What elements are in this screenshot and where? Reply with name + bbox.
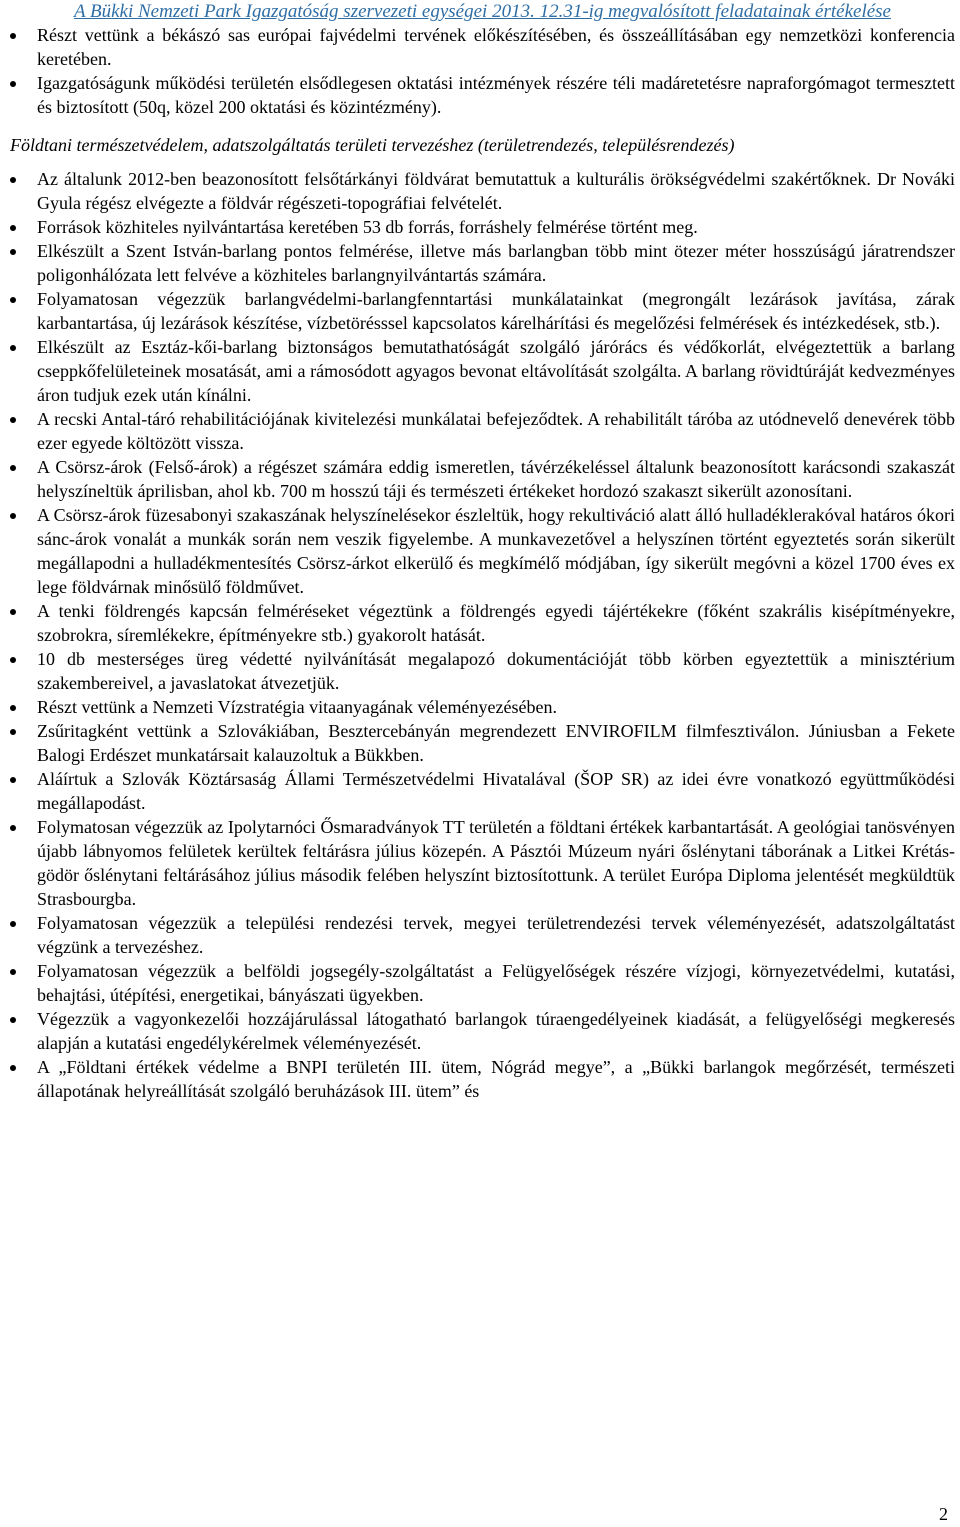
list-item: Az általunk 2012-ben beazonosított felsőtárkányi földvárat bemutattuk a kulturális örökségvédelmi szakértőknek. Dr Nováki Gyula régész elvégezte a földvár régészeti-topográfiai felvételét. (10, 167, 955, 215)
bullet-list-1 (10, 23, 955, 119)
list-item: Végezzük a vagyonkezelői hozzájárulással látogatható barlangok túraengedélyeinek kiadását, a felügyelőségi megkeresés alapján a kutatási engedélykérelmek véleményezését. (10, 1007, 955, 1055)
list-item: A „Földtani értékek védelme a BNPI területén III. ütem, Nógrád megye”, a „Bükki barlangok megőrzését, természeti állapotának helyreállítását szolgáló beruházások III. ütem” és (10, 1055, 955, 1103)
list-item: Aláírtuk a Szlovák Köztársaság Állami Természetvédelmi Hivatalával (ŠOP SR) az idei évre vonatkozó együttműködési megállapodást. (10, 767, 955, 815)
list-item: Folyamatosan végezzük a belföldi jogsegély-szolgáltatást a Felügyelőségek részére vízjogi, környezetvédelmi, kutatási, behajtási, útépítési, energetikai, bányászati ügyekben. (10, 959, 955, 1007)
list-item: Források közhiteles nyilvántartása keretében 53 db forrás, forráshely felmérése történt meg. (10, 215, 955, 239)
list-item: Elkészült az Esztáz-kői-barlang biztonságos bemutathatóságát szolgáló járórács és védőkorlát, elvégeztettük a barlang cseppkőfelületeinek mosatását, ami a rámosódott agyagos bevonat eltávolítását szolgálta. A barlang rövidtúráját kedvezményes áron tudjuk ezek után kínálni. (10, 335, 955, 407)
list-item: Igazgatóságunk működési területén elsődlegesen oktatási intézmények részére téli madáretetésre napraforgómagot termesztett és biztosított (50q, közel 200 oktatási és közintézmény). (10, 71, 955, 119)
bullet-list-2 (10, 167, 955, 1103)
list-item: Folyamatosan végezzük a települési rendezési tervek, megyei területrendezési tervek véleményezését, adatszolgáltatást végzünk a tervezéshez. (10, 911, 955, 959)
list-item: A tenki földrengés kapcsán felméréseket végeztünk a földrengés egyedi tájértékekre (főként szakrális kisépítményekre, szobrokra, síremlékekre, építményekre stb.) gyakorolt hatását. (10, 599, 955, 647)
running-header: A Bükki Nemzeti Park Igazgatóság szervezeti egységei 2013. 12.31-ig megvalósított feladatainak értékelése (74, 1, 891, 22)
list-item: A Csörsz-árok füzesabonyi szakaszának helyszínelésekor észleltük, hogy rekultiváció alatt álló hulladéklerakóval határos ókori sánc-árok vonalát a munkák során nem veszik figyelembe. A munkavezetővel a helyszínen történt egyeztetés során sikerült megállapodni a hulladékmentesítés Csörsz-árkot elkerülő és megkímélő módjában, így sikerült megóvni a közel 1700 éves ex lege földvárnak minősülő földművet. (10, 503, 955, 599)
list-item: Folymatosan végezzük az Ipolytarnóci Ősmaradványok TT területén a földtani értékek karbantartását. A geológiai tanösvényen újabb lábnyomos felületek kerültek feltárásra július közepén. A Pásztói Múzeum nyári őslénytani táborának a Litkei Krétás-gödör őslénytani feltárásához július második felében helyszínt biztosítottunk. A terület Európa Diploma jelentését megküldtük Strasbourgba. (10, 815, 955, 911)
list-item: Elkészült a Szent István-barlang pontos felmérése, illetve más barlangban több mint ötezer méter hosszúságú járatrendszer poligonhálózata lett felvéve a közhiteles barlangnyilvántartás számára. (10, 239, 955, 287)
list-item: Részt vettünk a békászó sas európai fajvédelmi tervének előkészítésében, és összeállításában egy nemzetközi konferencia keretében. (10, 23, 955, 71)
list-item: 10 db mesterséges üreg védetté nyilvánítását megalapozó dokumentációját több körben egyeztettük a minisztérium szakembereivel, a javaslatokat átvezetjük. (10, 647, 955, 695)
list-item: Zsűritagként vettünk a Szlovákiában, Besztercebányán megrendezett ENVIROFILM filmfesztiválon. Júniusban a Fekete Balogi Erdészet munkatársait kalauzoltuk a Bükkben. (10, 719, 955, 767)
section-heading: Földtani természetvédelem, adatszolgáltatás területi tervezéshez (területrendezés, településrendezés) (10, 135, 735, 155)
list-item: Részt vettünk a Nemzeti Vízstratégia vitaanyagának véleményezésében. (10, 695, 955, 719)
page-number: 2 (939, 1504, 948, 1524)
list-item: Folyamatosan végezzük barlangvédelmi-barlangfenntartási munkálatainkat (megrongált lezárások javítása, zárak karbantartása, új lezárások készítése, vízbetörésssel kapcsolatos kárelhárítási és megelőzési felmérések és intézkedések, stb.). (10, 287, 955, 335)
list-item: A Csörsz-árok (Felső-árok) a régészet számára eddig ismeretlen, távérzékeléssel általunk beazonosított karácsondi szakaszát helyszíneltük áprilisban, ahol kb. 700 m hosszú táji és természeti értékeket hordozó szakaszt sikerült azonosítani. (10, 455, 955, 503)
list-item: A recski Antal-táró rehabilitációjának kivitelezési munkálatai befejeződtek. A rehabilitált táróba az utódnevelő denevérek több ezer egyede költözött vissza. (10, 407, 955, 455)
